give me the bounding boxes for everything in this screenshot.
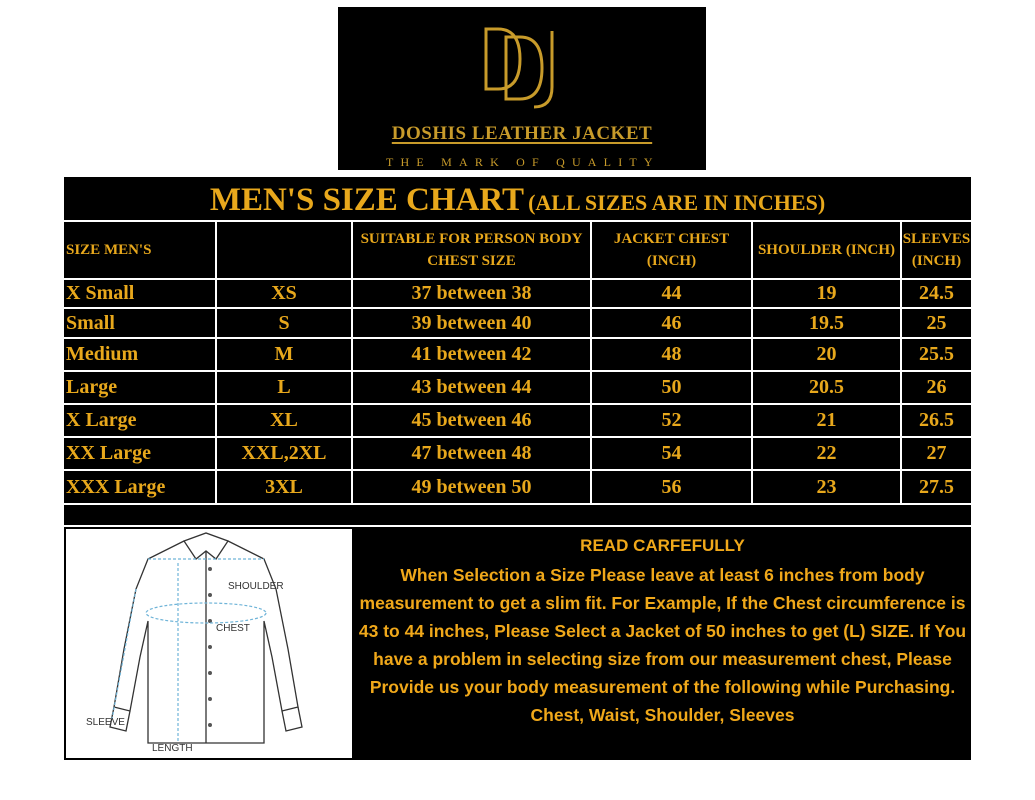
table-cell: X Large <box>64 405 217 438</box>
table-cell: S <box>217 309 353 339</box>
table-cell: XXL,2XL <box>217 438 353 471</box>
table-cell: 23 <box>753 471 902 505</box>
notice-title: READ CARFEFULLY <box>580 536 745 555</box>
table-cell: 43 between 44 <box>353 372 592 405</box>
table-cell: 45 between 46 <box>353 405 592 438</box>
table-cell: 21 <box>753 405 902 438</box>
table-cell: 39 between 40 <box>353 309 592 339</box>
read-carefully-notice <box>354 529 971 760</box>
sleeve-label: SLEEVE <box>86 717 125 728</box>
table-cell: 26.5 <box>902 405 971 438</box>
chart-title <box>64 177 971 221</box>
table-cell: 24.5 <box>902 280 971 309</box>
table-cell: 22 <box>753 438 902 471</box>
column-header: JACKET CHEST (INCH) <box>592 222 753 280</box>
size-chart <box>64 177 971 760</box>
table-cell: L <box>217 372 353 405</box>
table-cell: XXX Large <box>64 471 217 505</box>
monogram-icon <box>338 7 706 170</box>
table-cell: XL <box>217 405 353 438</box>
table-cell: XS <box>217 280 353 309</box>
table-cell: 56 <box>592 471 753 505</box>
shoulder-label: SHOULDER <box>228 581 284 592</box>
notice-footer: Chest, Waist, Shoulder, Sleeves <box>530 705 795 725</box>
table-spacer-row <box>64 505 971 527</box>
table-cell: 50 <box>592 372 753 405</box>
table-cell: 25.5 <box>902 339 971 372</box>
brand-logo <box>338 7 706 170</box>
table-cell: X Small <box>64 280 217 309</box>
chest-label: CHEST <box>216 623 250 634</box>
column-header: SHOULDER (INCH) <box>753 222 902 280</box>
notice-body: When Selection a Size Please leave at least 6 inches from body measurement to get a slim fit. For Example, If the Chest circumference is 43 to 44 inches, Please Select a Jacket of 50 inches to get (L) SIZE. If You have a problem in selecting size from our measurement chest, Please Provide us your body measurement of the following while Purchasing. <box>358 565 967 697</box>
table-cell: Medium <box>64 339 217 372</box>
table-cell: 41 between 42 <box>353 339 592 372</box>
column-header: SUITABLE FOR PERSON BODY CHEST SIZE <box>353 222 592 280</box>
chart-title-note: (ALL SIZES ARE IN INCHES) <box>528 190 826 215</box>
table-cell: 19.5 <box>753 309 902 339</box>
table-cell: 44 <box>592 280 753 309</box>
table-cell: 37 between 38 <box>353 280 592 309</box>
table-cell: 20 <box>753 339 902 372</box>
table-cell: Large <box>64 372 217 405</box>
column-header: SIZE MEN'S <box>64 222 217 280</box>
column-header: SLEEVES (INCH) <box>902 222 971 280</box>
shirt-measurement-diagram <box>66 529 352 758</box>
length-label: LENGTH <box>152 743 193 754</box>
table-cell: 47 between 48 <box>353 438 592 471</box>
table-cell: 3XL <box>217 471 353 505</box>
table-cell: 49 between 50 <box>353 471 592 505</box>
table-cell: 54 <box>592 438 753 471</box>
chart-title-main: MEN'S SIZE CHART <box>209 182 525 218</box>
table-cell: 19 <box>753 280 902 309</box>
table-cell: 27.5 <box>902 471 971 505</box>
table-cell: 20.5 <box>753 372 902 405</box>
table-cell: 25 <box>902 309 971 339</box>
table-cell: Small <box>64 309 217 339</box>
table-cell: XX Large <box>64 438 217 471</box>
table-cell: 46 <box>592 309 753 339</box>
table-cell: 52 <box>592 405 753 438</box>
table-cell: M <box>217 339 353 372</box>
brand-name: DOSHIS LEATHER JACKET <box>391 123 653 144</box>
table-cell: 27 <box>902 438 971 471</box>
brand-tagline: THE MARK OF QUALITY <box>386 155 660 169</box>
table-cell: 26 <box>902 372 971 405</box>
table-cell: 48 <box>592 339 753 372</box>
column-header <box>217 222 353 280</box>
